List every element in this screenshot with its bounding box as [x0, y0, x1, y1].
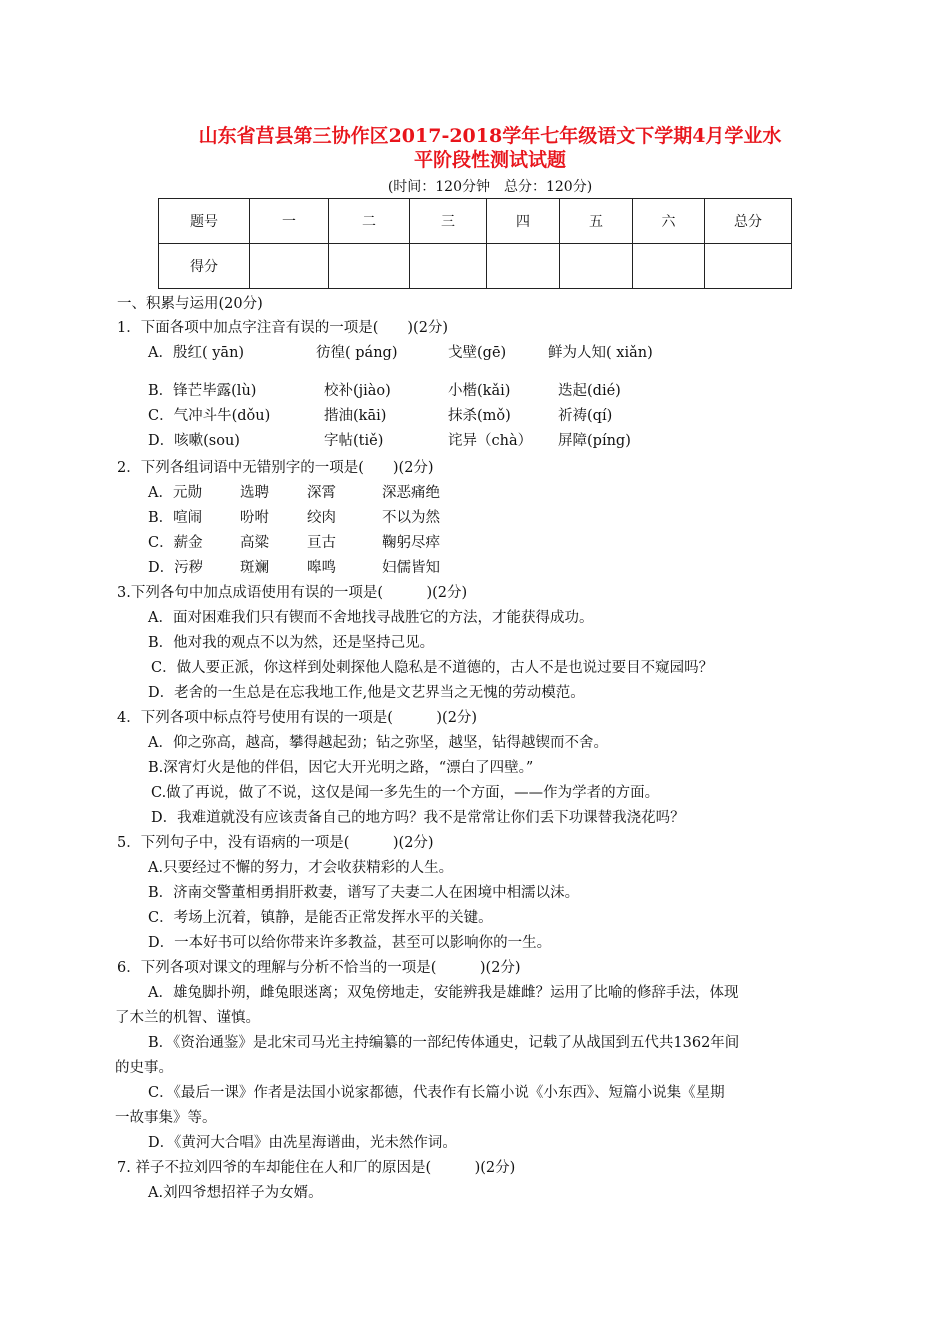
q1-c-item: 揩油(kāi): [324, 408, 387, 424]
score-table-score-row: [159, 244, 792, 289]
q5-stem: 5．下列句子中，没有语病的一项是( )(2分): [117, 835, 434, 851]
q1-d-item: 屏障(píng): [558, 433, 631, 449]
q6-stem: 6．下列各项对课文的理解与分析不恰当的一项是( )(2分): [117, 960, 521, 976]
q2-option-b: [148, 508, 440, 528]
q3-option-c: C．做人要正派，你这样到处刺探他人隐私是不道德的，古人不是也说过要目不窥园吗？: [151, 660, 714, 676]
q2-c-item: 亘古: [307, 535, 336, 551]
q1-d-item: 字帖(tiě): [324, 433, 384, 449]
score-header-cell: 四: [487, 199, 560, 244]
q2-d-item: 斑斓: [240, 560, 269, 576]
q1-d-item: 诧异（chà）: [448, 433, 533, 449]
section-1-title: 一、积累与运用(20分): [117, 296, 263, 312]
score-header-cell: 三: [410, 199, 487, 244]
score-row-label: 得分: [159, 244, 250, 289]
q2-option-d: [148, 558, 440, 578]
q1-option-a: [148, 343, 653, 363]
q4-option-a: A．仰之弥高，越高，攀得越起劲；钻之弥坚，越坚，钻得越锲而不舍。: [148, 735, 608, 751]
q4-option-b: B.深宵灯火是他的伴侣，因它大开光明之路，“漂白了四壁。”: [148, 760, 534, 776]
q2-c-item: 高粱: [240, 535, 269, 551]
q5-option-c: C．考场上沉着，镇静，是能否正常发挥水平的关键。: [148, 910, 493, 926]
q2-b-item: 吩咐: [240, 510, 269, 526]
q7-option-a: A.刘四爷想招祥子为女婿。: [148, 1185, 323, 1201]
q6-option-a-line1: A．雄兔脚扑朔，雌兔眼迷离；双兔傍地走，安能辨我是雄雌？运用了比喻的修辞手法，体现: [148, 985, 739, 1001]
exam-meta: (时间：120分钟 总分：120分): [387, 179, 593, 195]
q2-stem: 2．下列各组词语中无错别字的一项是( )(2分): [117, 460, 434, 476]
q6-option-b-line1: B．《资治通鉴》是北宋司马光主持编纂的一部纪传体通史，记载了从战国到五代共1362年间: [148, 1035, 740, 1051]
q2-d-item: 嗥鸣: [307, 560, 336, 576]
q3-option-b: B．他对我的观点不以为然，还是坚持己见。: [148, 635, 435, 651]
q1-a-item: A．殷红( yān): [148, 345, 245, 361]
score-cell: [410, 244, 487, 289]
q2-option-c: [148, 533, 440, 553]
q5-option-a: A.只要经过不懈的努力，才会收获精彩的人生。: [148, 860, 454, 876]
q2-b-item: B．喧闹: [148, 510, 203, 526]
q6-option-d: D．《黄河大合唱》由冼星海谱曲，光未然作词。: [148, 1135, 457, 1151]
q1-a-item: 戈壁(gē): [448, 345, 507, 361]
score-cell: [487, 244, 560, 289]
q3-option-d: D．老舍的一生总是在忘我地工作,他是文艺界当之无愧的劳动模范。: [148, 685, 585, 701]
q6-option-c-line2: 一故事集》等。: [115, 1110, 217, 1126]
score-cell: [250, 244, 329, 289]
score-table: [158, 198, 792, 289]
score-header-cell: 题号: [159, 199, 250, 244]
score-header-cell: 总分: [705, 199, 792, 244]
q3-stem: 3.下列各句中加点成语使用有误的一项是( )(2分): [117, 585, 468, 601]
score-header-cell: 一: [250, 199, 329, 244]
q1-option-b: [148, 381, 621, 401]
q5-option-b: B．济南交警董相勇捐肝救妻，谱写了夫妻二人在困境中相濡以沫。: [148, 885, 580, 901]
title-line-2: 平阶段性测试试题: [413, 149, 566, 171]
q1-option-c: [148, 406, 612, 426]
q6-option-c-line1: C．《最后一课》作者是法国小说家都德，代表作有长篇小说《小东西》、短篇小说集《星期: [148, 1085, 725, 1101]
q2-d-item: D．污秽: [148, 560, 204, 576]
q2-b-item: 绞肉: [307, 510, 336, 526]
q2-a-item: 选聘: [240, 485, 269, 501]
q6-option-b-line2: 的史事。: [115, 1060, 173, 1076]
q1-c-item: 祈祷(qí): [558, 408, 613, 424]
q2-a-item: 深恶痛绝: [382, 485, 440, 501]
score-header-cell: 六: [633, 199, 705, 244]
q1-stem: 1．下面各项中加点字注音有误的一项是( )(2分): [117, 320, 449, 336]
q1-b-item: 小楷(kǎi): [448, 383, 511, 399]
q5-option-d: D．一本好书可以给你带来许多教益，甚至可以影响你的一生。: [148, 935, 552, 951]
q1-b-item: B．锋芒毕露(lù): [148, 383, 257, 399]
q2-c-item: C．薪金: [148, 535, 203, 551]
score-header-cell: 二: [329, 199, 410, 244]
q2-a-item: A．元勋: [148, 485, 202, 501]
q1-a-item: 彷徨( páng): [316, 345, 398, 361]
q1-b-item: 校补(jiào): [324, 383, 391, 399]
q4-option-c: C.做了再说，做了不说，这仅是闻一多先生的一个方面，——作为学者的方面。: [151, 785, 660, 801]
score-table-header-row: [159, 199, 792, 244]
title-line-1: 山东省莒县第三协作区2017-2018学年七年级语文下学期4月学业水: [198, 125, 782, 147]
q2-d-item: 妇儒皆知: [382, 560, 440, 576]
q3-option-a: A．面对困难我们只有锲而不舍地找寻战胜它的方法，才能获得成功。: [148, 610, 594, 626]
q1-option-d: [148, 431, 631, 451]
q1-d-item: D．咳嗽(sou): [148, 433, 240, 449]
q1-c-item: 抹杀(mǒ): [448, 408, 511, 424]
q1-a-item: 鲜为人知( xiǎn): [548, 345, 653, 361]
q4-stem: 4．下列各项中标点符号使用有误的一项是( )(2分): [117, 710, 478, 726]
score-header-cell: 五: [560, 199, 633, 244]
q2-a-item: 深霄: [307, 485, 336, 501]
q1-b-item: 迭起(dié): [558, 383, 621, 399]
q4-option-d: D．我难道就没有应该责备自己的地方吗？我不是常常让你们丢下功课替我浇花吗？: [151, 810, 685, 826]
score-cell: [329, 244, 410, 289]
q6-option-a-line2: 了木兰的机智、谨慎。: [115, 1010, 260, 1026]
q1-c-item: C．气冲斗牛(dǒu): [148, 408, 271, 424]
score-cell: [705, 244, 792, 289]
q2-c-item: 鞠躬尽瘁: [382, 535, 440, 551]
q2-option-a: [148, 483, 440, 503]
score-cell: [633, 244, 705, 289]
q7-stem: 7. 祥子不拉刘四爷的车却能住在人和厂的原因是( )(2分): [117, 1160, 516, 1176]
score-cell: [560, 244, 633, 289]
q2-b-item: 不以为然: [382, 510, 440, 526]
